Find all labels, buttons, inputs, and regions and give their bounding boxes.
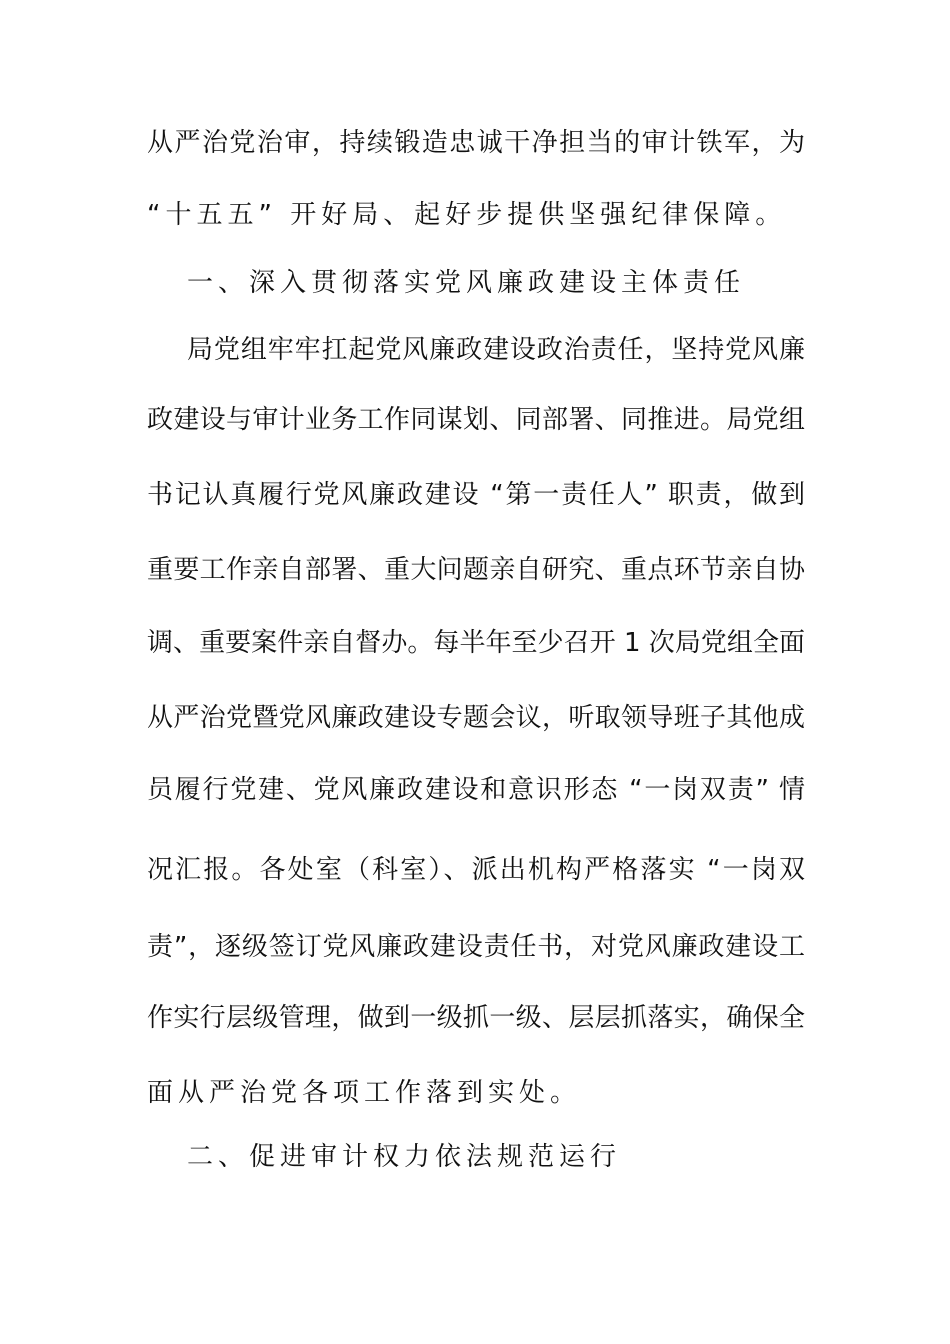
paragraph-line: 责”，逐级签订党风廉政建设责任书，对党风廉政建设工 [147, 932, 805, 962]
section-heading-1: 一、深入贯彻落实党风廉政建设主体责任 [187, 268, 746, 298]
paragraph-line: “十五五” 开好局、起好步提供坚强纪律保障。 [147, 200, 787, 230]
paragraph-line: 从严治党治审，持续锻造忠诚干净担当的审计铁军，为 [147, 128, 805, 158]
paragraph-line: 重要工作亲自部署、重大问题亲自研究、重点环节亲自协 [147, 555, 805, 585]
paragraph-line: 员履行党建、党风廉政建设和意识形态 “一岗双责” 情 [147, 775, 805, 805]
paragraph-line: 从严治党暨党风廉政建设专题会议，听取领导班子其他成 [147, 703, 805, 733]
section-heading-2: 二、促进审计权力依法规范运行 [187, 1142, 622, 1172]
paragraph-line: 局党组牢牢扛起党风廉政建设政治责任，坚持党风廉 [187, 335, 805, 365]
paragraph-line: 政建设与审计业务工作同谋划、同部署、同推进。局党组 [147, 405, 805, 435]
paragraph-line: 面从严治党各项工作落到实处。 [147, 1078, 582, 1108]
paragraph-line: 作实行层级管理，做到一级抓一级、层层抓落实，确保全 [147, 1003, 805, 1033]
paragraph-line: 书记认真履行党风廉政建设 “第一责任人” 职责，做到 [147, 480, 805, 510]
paragraph-line: 况汇报。各处室（科室）、派出机构严格落实 “一岗双 [147, 855, 805, 885]
paragraph-line: 调、重要案件亲自督办。每半年至少召开 1 次局党组全面 [147, 628, 805, 658]
